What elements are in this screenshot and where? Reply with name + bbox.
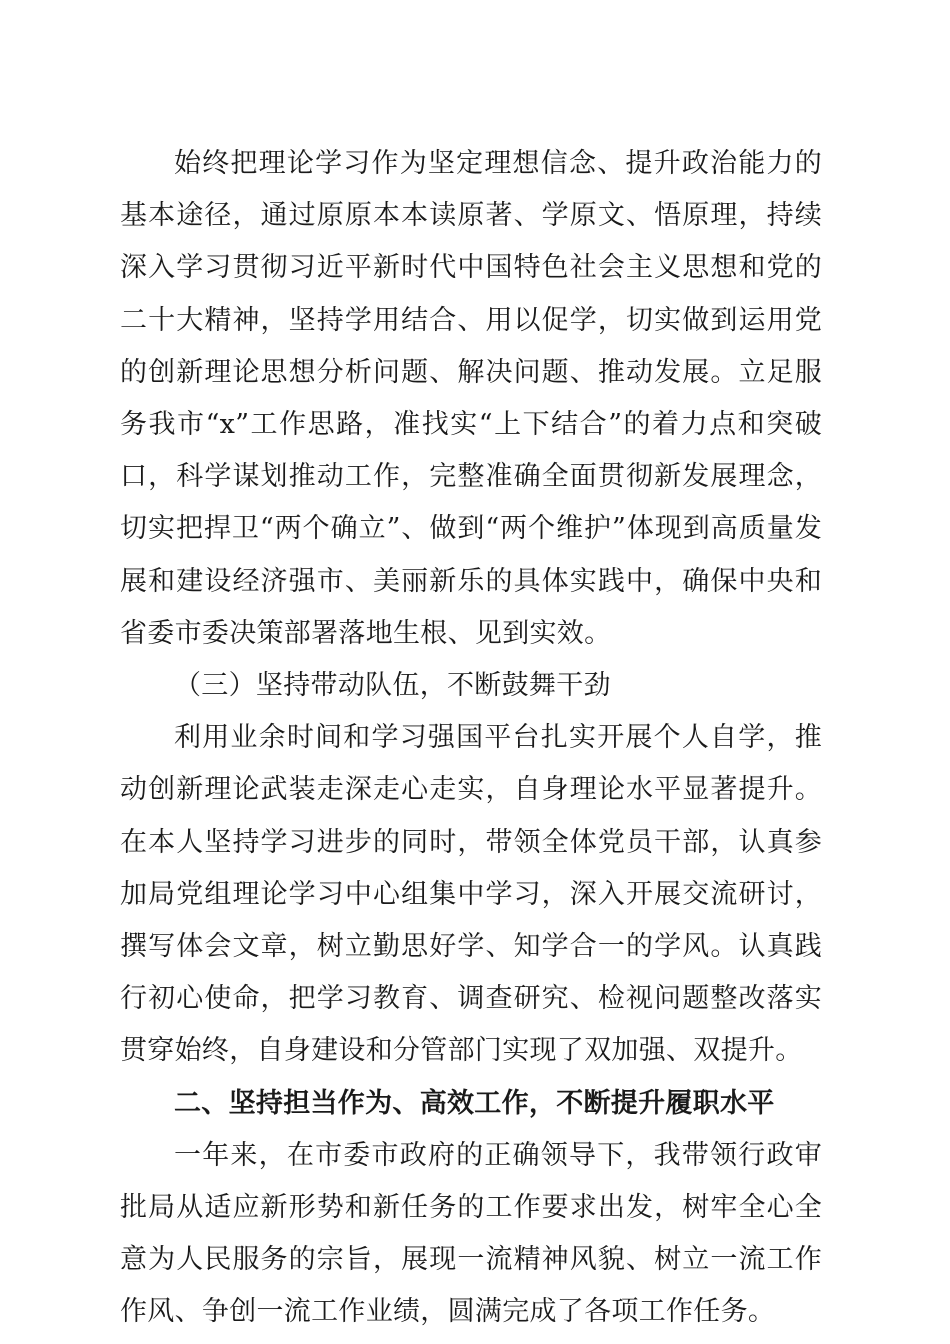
paragraph-year-review: 一年来，在市委市政府的正确领导下，我带领行政审批局从适应新形势和新任务的工作要求出发，树牢全心全意为人民服务的宗旨，展现一流精神风貌、树立一流工作作风、争创一流工作业绩，圆满完成了各项工作任务。 (120, 1139, 822, 1328)
document-page (120, 138, 822, 1339)
heading-section-two: 二、坚持担当作为、高效工作，不断提升履职水平 (174, 1087, 775, 1119)
paragraph-self-study: 利用业余时间和学习强国平台扎实开展个人自学，推动创新理论武装走深走心走实，自身理论水平显著提升。在本人坚持学习进步的同时，带领全体党员干部，认真参加局党组理论学习中心组集中学习，深入开展交流研讨，撰写体会文章，树立勤思好学、知学合一的学风。认真践行初心使命，把学习教育、调查研究、检视问题整改落实贯穿始终，自身建设和分管部门实现了双加强、双提升。 (120, 722, 822, 1067)
paragraph-theory-study: 始终把理论学习作为坚定理想信念、提升政治能力的基本途径，通过原原本本读原著、学原文、悟原理，持续深入学习贯彻习近平新时代中国特色社会主义思想和党的二十大精神，坚持学用结合、用以促学，切实做到运用党的创新理论思想分析问题、解决问题、推动发展。立足服务我市“x”工作思路，准找实“上下结合”的着力点和突破口，科学谋划推动工作，完整准确全面贯彻新发展理念，切实把捍卫“两个确立”、做到“两个维护”体现到高质量发展和建设经济强市、美丽新乐的具体实践中，确保中央和省委市委决策部署落地生根、见到实效。 (120, 148, 822, 649)
subheading-lead-team: （三）坚持带动队伍，不断鼓舞干劲 (174, 670, 611, 702)
